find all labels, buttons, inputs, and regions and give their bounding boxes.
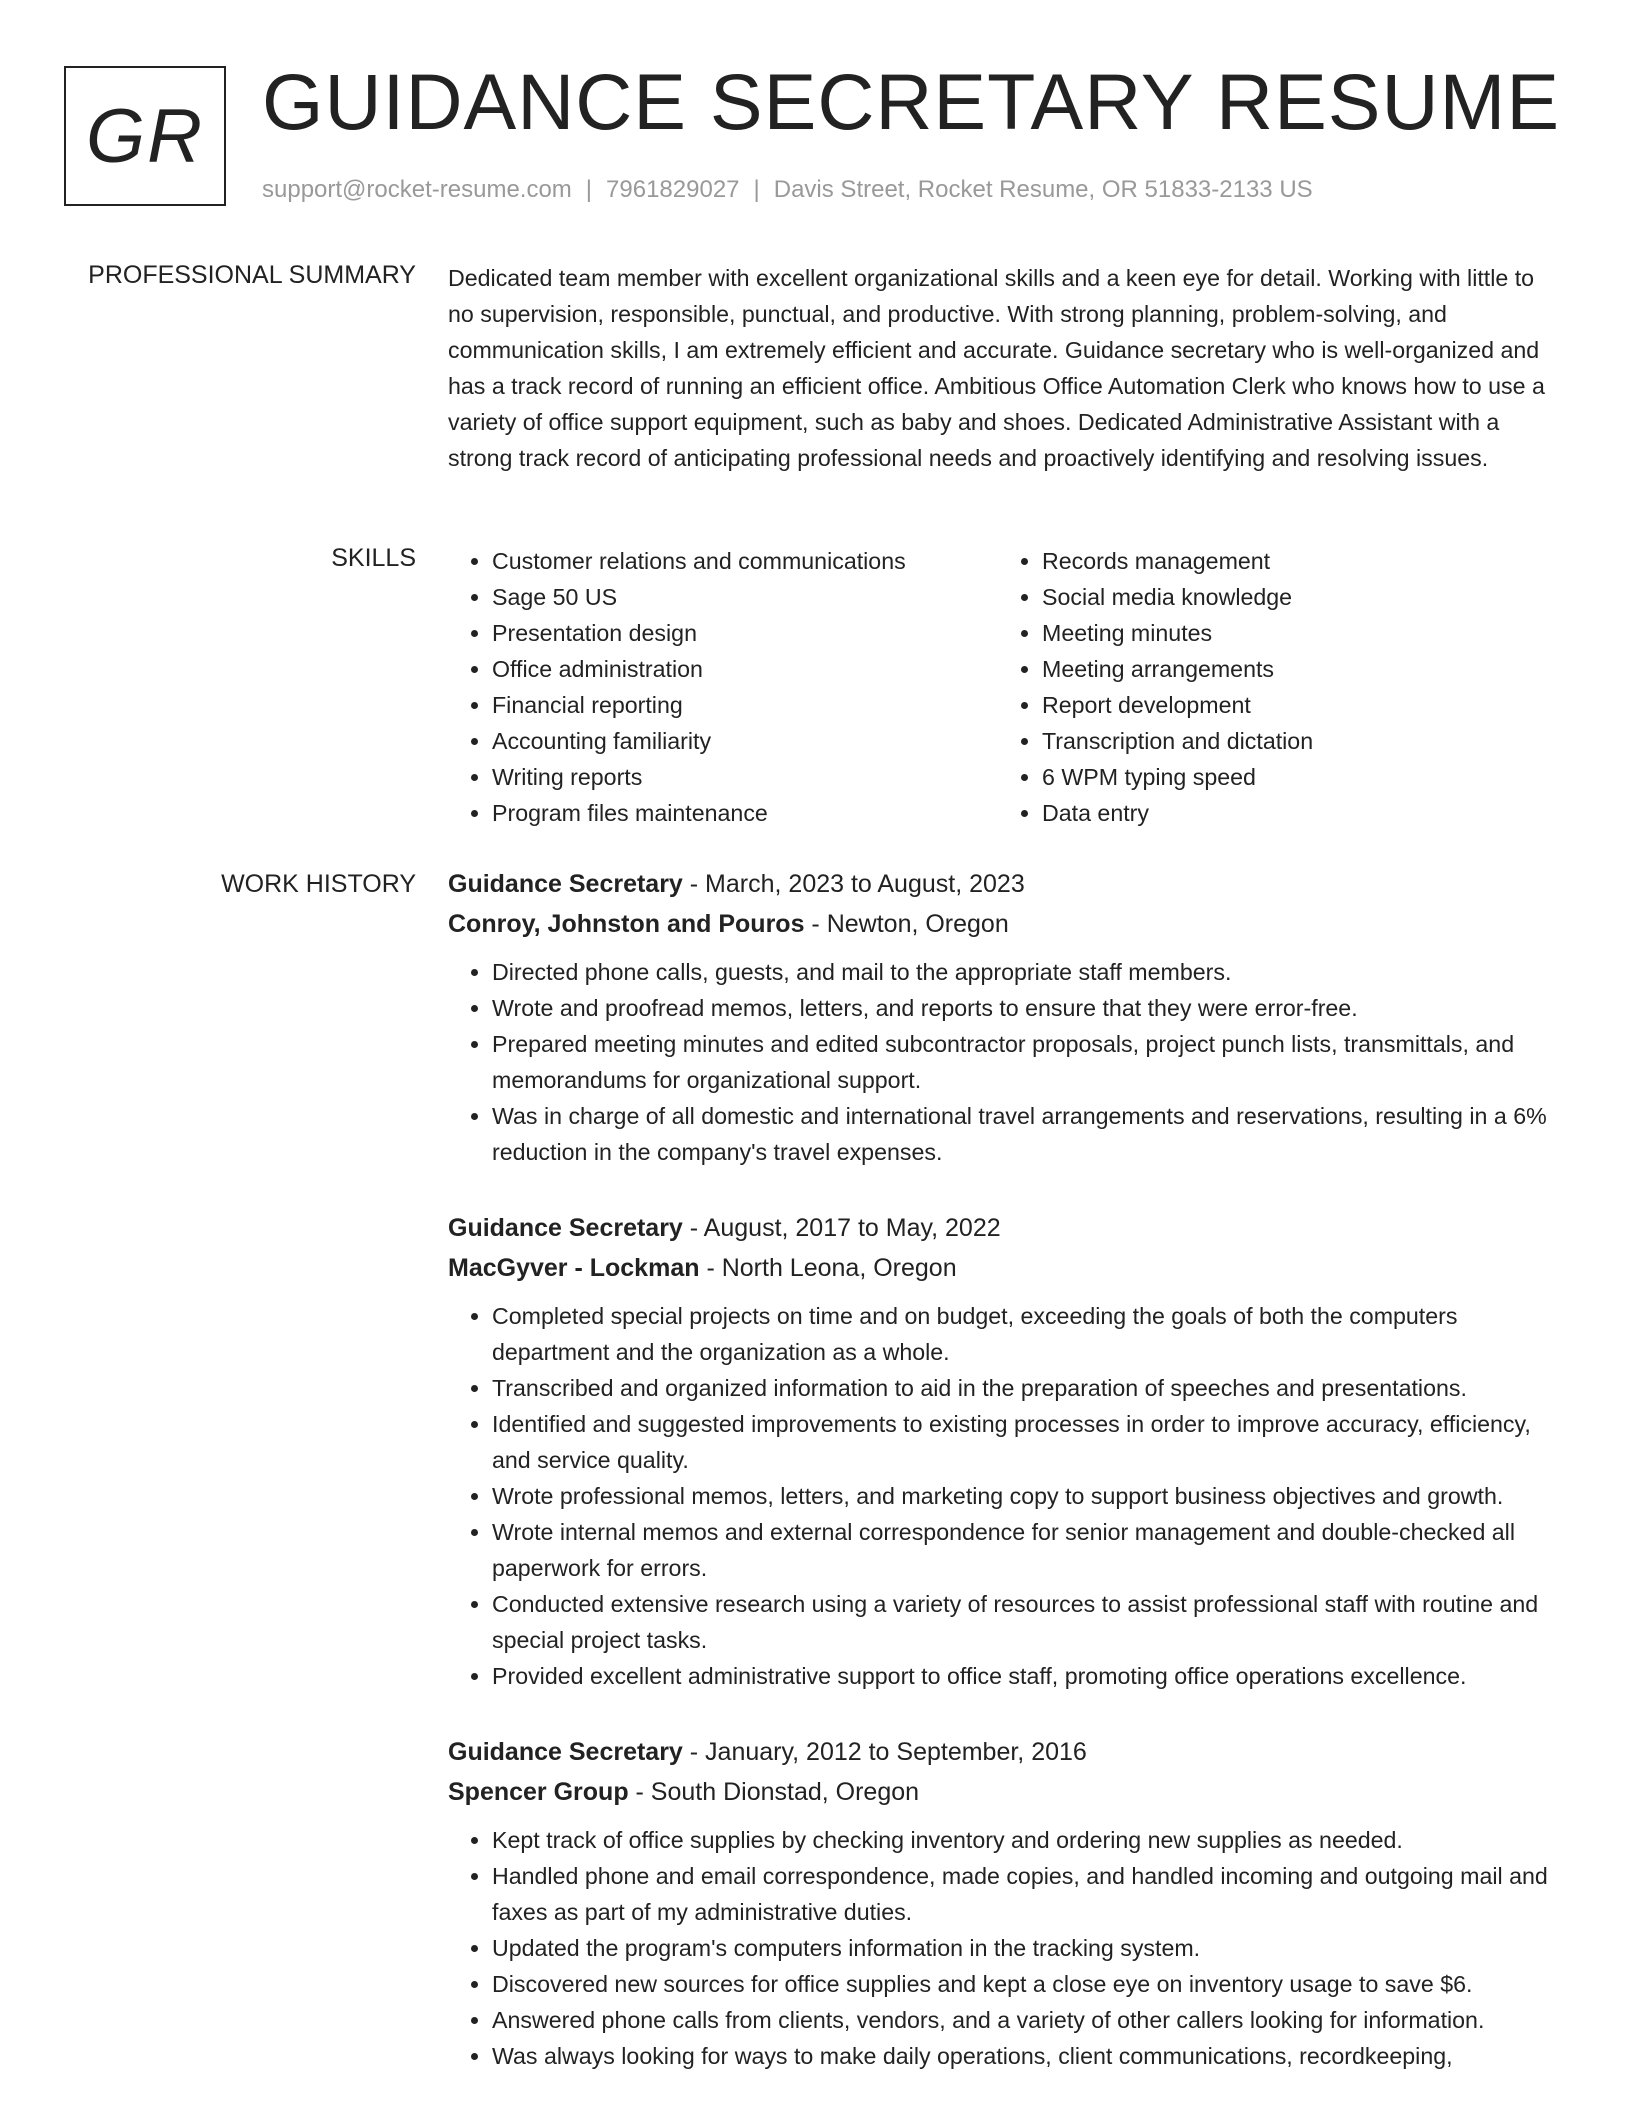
skill-item: • 6 WPM typing speed (1042, 759, 1548, 795)
job-entry (448, 1208, 1566, 1694)
job-location: - Newton, Oregon (804, 910, 1009, 938)
summary-body (448, 260, 1566, 476)
section-label-summary: PROFESSIONAL SUMMARY (88, 261, 416, 289)
job-location: - North Leona, Oregon (699, 1254, 957, 1282)
job-bullets (448, 1298, 1566, 1694)
job-title: Guidance Secretary (448, 1214, 683, 1242)
skill-item: • Records management (1042, 543, 1548, 579)
job-bullet: • Directed phone calls, guests, and mail to the appropriate staff members. (492, 954, 1566, 990)
job-bullets (448, 954, 1566, 1170)
job-entry (448, 1732, 1566, 2074)
job-company-line (448, 1248, 1566, 1288)
monogram-initials: GR (86, 93, 204, 179)
summary-text: Dedicated team member with excellent organizational skills and a keen eye for detail. Working with little to no supervision, responsible, punctual, and productive. With strong planning, problem-solving, and communication skills, I am extremely efficient and accurate. Guidance secretary who is well-organized and has a track record of running an efficient office. Ambitious Office Automation Clerk who knows how to use a variety of office support equipment, such as baby and shoes. Dedicated Administrative Assistant with a strong track record of anticipating professional needs and proactively identifying and resolving issues. (448, 265, 1545, 471)
job-bullet: • Updated the program's computers information in the tracking system. (492, 1930, 1566, 1966)
job-bullet: • Provided excellent administrative support to office staff, promoting office operations excellence. (492, 1658, 1566, 1694)
job-location: - South Dionstad, Oregon (628, 1778, 920, 1806)
resume-title: GUIDANCE SECRETARY RESUME (262, 57, 1561, 146)
skill-item: • Sage 50 US (492, 579, 998, 615)
job-bullet: • Identified and suggested improvements to existing processes in order to improve accuracy, efficiency, and service quality. (492, 1406, 1566, 1478)
skill-item: • Customer relations and communications (492, 543, 998, 579)
job-company: Conroy, Johnston and Pouros (448, 910, 805, 938)
job-title-line (448, 1208, 1566, 1248)
job-bullet: • Completed special projects on time and on budget, exceeding the goals of both the computers department and the organization as a whole. (492, 1298, 1566, 1370)
contact-address: Davis Street, Rocket Resume, OR 51833-2133 US (773, 176, 1313, 203)
job-title-line (448, 864, 1566, 904)
skill-item: • Meeting arrangements (1042, 651, 1548, 687)
job-bullet: • Prepared meeting minutes and edited subcontractor proposals, project punch lists, transmittals, and memorandums for organizational support. (492, 1026, 1566, 1098)
job-bullet: • Was always looking for ways to make daily operations, client communications, recordkeeping, (492, 2038, 1566, 2074)
contact-separator: | (585, 176, 593, 203)
job-dates: - March, 2023 to August, 2023 (682, 870, 1025, 898)
job-bullet: • Conducted extensive research using a variety of resources to assist professional staff with routine and special project tasks. (492, 1586, 1566, 1658)
contact-email[interactable]: support@rocket-resume.com (262, 176, 572, 203)
job-bullet: • Handled phone and email correspondence, made copies, and handled incoming and outgoing mail and faxes as part of my administrative duties. (492, 1858, 1566, 1930)
skill-item: • Financial reporting (492, 687, 998, 723)
job-title: Guidance Secretary (448, 1738, 683, 1766)
skills-columns (448, 543, 1566, 831)
skill-item: • Social media knowledge (1042, 579, 1548, 615)
job-bullets (448, 1822, 1566, 2074)
job-title: Guidance Secretary (448, 870, 683, 898)
contact-separator: | (753, 176, 760, 203)
job-bullet: • Discovered new sources for office supplies and kept a close eye on inventory usage to save $6. (492, 1966, 1566, 2002)
job-company-line (448, 1772, 1566, 1812)
skills-list-left (448, 543, 998, 831)
section-label-work-history: WORK HISTORY (221, 870, 416, 898)
skill-item: • Accounting familiarity (492, 723, 998, 759)
job-bullet: • Transcribed and organized information to aid in the preparation of speeches and presentations. (492, 1370, 1566, 1406)
monogram-box (64, 66, 226, 206)
job-bullet: • Wrote professional memos, letters, and marketing copy to support business objectives and growth. (492, 1478, 1566, 1514)
skill-item: • Data entry (1042, 795, 1548, 831)
skill-item: • Writing reports (492, 759, 998, 795)
work-history-body (448, 864, 1566, 2112)
job-bullet: • Wrote and proofread memos, letters, and reports to ensure that they were error-free. (492, 990, 1566, 1026)
skill-item: • Program files maintenance (492, 795, 998, 831)
contact-line (262, 176, 1313, 204)
skill-item: • Office administration (492, 651, 998, 687)
skill-item: • Transcription and dictation (1042, 723, 1548, 759)
job-entry (448, 864, 1566, 1170)
job-dates: - January, 2012 to September, 2016 (682, 1738, 1087, 1766)
job-title-line (448, 1732, 1566, 1772)
job-bullet: • Kept track of office supplies by checking inventory and ordering new supplies as needed. (492, 1822, 1566, 1858)
job-bullet: • Answered phone calls from clients, vendors, and a variety of other callers looking for information. (492, 2002, 1566, 2038)
job-company: Spencer Group (448, 1778, 629, 1806)
job-company-line (448, 904, 1566, 944)
skill-item: • Presentation design (492, 615, 998, 651)
job-dates: - August, 2017 to May, 2022 (682, 1214, 1001, 1242)
skills-list-right (998, 543, 1548, 831)
section-label-skills: SKILLS (331, 544, 416, 572)
job-bullet: • Wrote internal memos and external correspondence for senior management and double-checked all paperwork for errors. (492, 1514, 1566, 1586)
skill-item: • Report development (1042, 687, 1548, 723)
skill-item: • Meeting minutes (1042, 615, 1548, 651)
job-bullet: • Was in charge of all domestic and international travel arrangements and reservations, resulting in a 6% reduction in the company's travel expenses. (492, 1098, 1566, 1170)
contact-phone[interactable]: 7961829027 (606, 176, 740, 203)
job-company: MacGyver - Lockman (448, 1254, 700, 1282)
